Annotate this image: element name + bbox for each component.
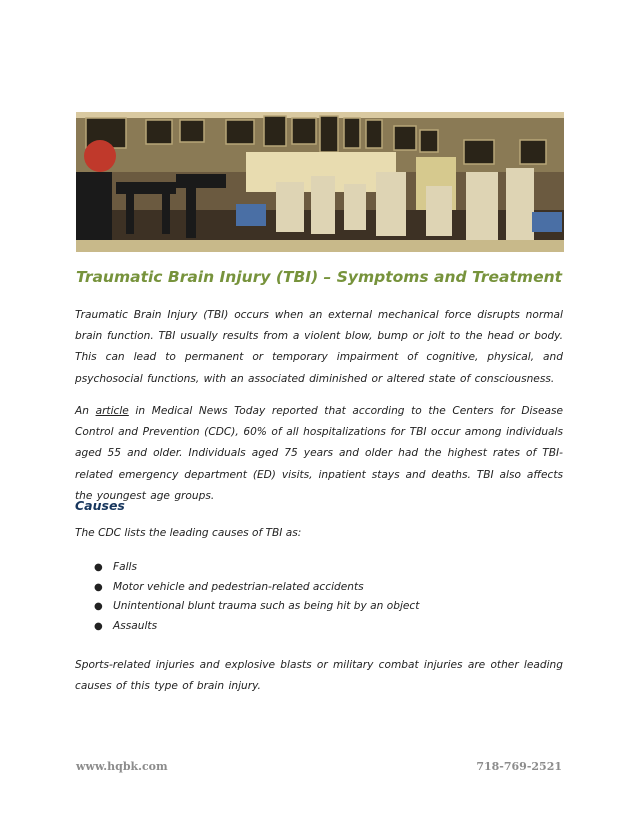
list-item	[94, 597, 419, 617]
list-item-text: Assaults	[113, 619, 158, 632]
article-paragraph	[75, 401, 563, 508]
list-item-text: Motor vehicle and pedestrian-related accidents	[113, 580, 364, 593]
bullet-icon: ●	[94, 601, 103, 612]
article-link[interactable]: article	[95, 404, 129, 417]
list-item	[94, 617, 419, 637]
gym-photo-illustration	[76, 112, 564, 252]
article-suffix: in Medical News Today reported that according to the Centers for Disease Control and Prevention (CDC), 60% of all hospitalizations for TBI occur among individuals aged 55 and older. Individuals aged 75 years and older had the highest rates of TBI-related emergency department (ED) visits, inpatient stays and deaths. TBI also affects the youngest age groups.	[75, 404, 563, 503]
causes-list	[94, 558, 419, 636]
intro-paragraph: Traumatic Brain Injury (TBI) occurs when an external mechanical force disrupts normal brain function. TBI usually results from a violent blow, bump or jolt to the head or body. This can lead to permanent or temporary impairment of cognitive, physical, and psychosocial functions, with an associated diminished or altered state of consciousness.	[75, 308, 563, 385]
list-item-text: Unintentional blunt trauma such as being hit by an object	[113, 600, 420, 612]
causes-closing-paragraph: Sports-related injuries and explosive blasts or military combat injuries are other leading causes of this type of brain injury.	[75, 658, 563, 692]
bullet-icon: ●	[94, 562, 103, 573]
footer-phone: 718-769-2521	[476, 760, 562, 773]
page-title: Traumatic Brain Injury (TBI) – Symptoms and Treatment	[75, 268, 563, 286]
list-item	[94, 578, 419, 598]
article-prefix: An	[75, 404, 96, 417]
list-item-text: Falls	[113, 561, 137, 573]
causes-intro: The CDC lists the leading causes of TBI as:	[75, 527, 302, 539]
list-item	[94, 558, 419, 578]
bullet-icon: ●	[94, 620, 103, 632]
causes-heading: Causes	[75, 498, 125, 513]
hero-photo	[76, 112, 564, 252]
bullet-icon: ●	[94, 581, 103, 593]
footer-website: www.hqbk.com	[76, 760, 168, 773]
